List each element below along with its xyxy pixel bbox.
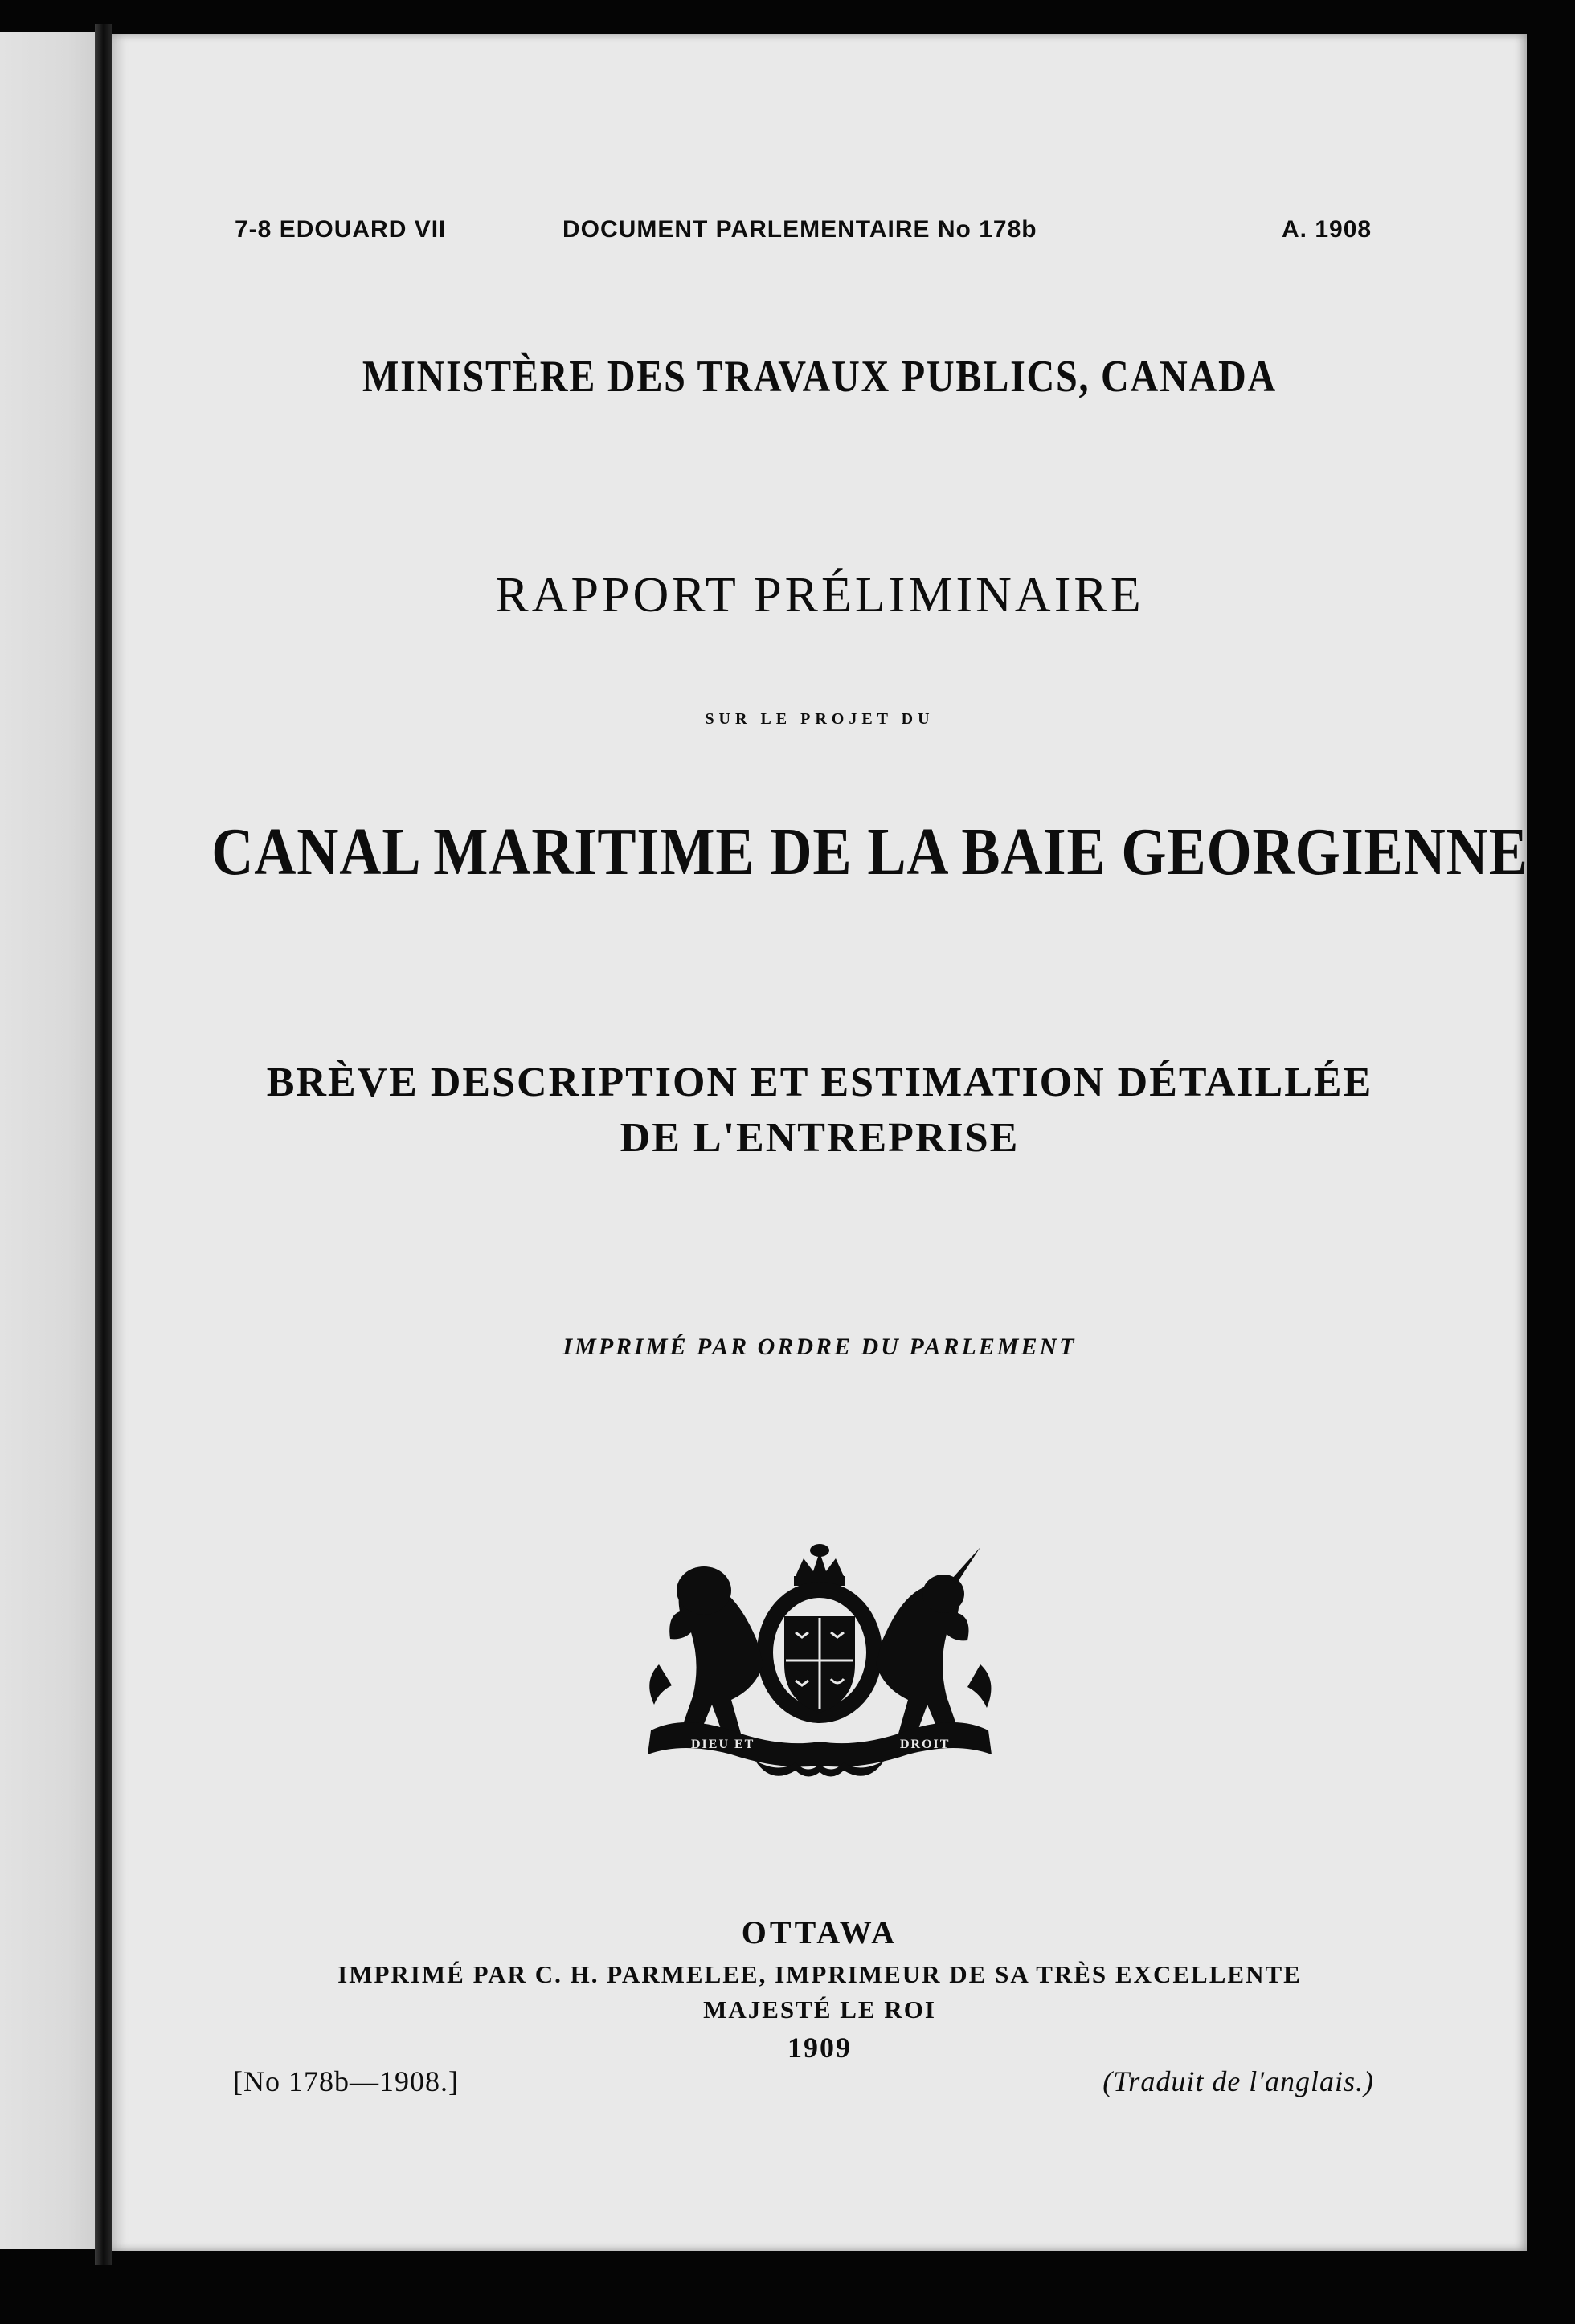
header-document-number: DOCUMENT PARLEMENTAIRE No 178b <box>562 216 1037 243</box>
title-page <box>112 34 1527 2251</box>
crest-motto-left: DIEU ET <box>691 1738 755 1751</box>
crest-motto-right: DROIT <box>900 1738 951 1751</box>
footer-document-number: [No 178b—1908.] <box>233 2065 459 2097</box>
imprint-city: OTTAWA <box>741 1914 898 1950</box>
header-year: A. 1908 <box>1282 216 1372 243</box>
canal-title: CANAL MARITIME DE LA BAIE GEORGIENNE <box>211 815 1528 889</box>
footer-translation-note: (Traduit de l'anglais.) <box>1102 2065 1374 2097</box>
description-line-2: DE L'ENTREPRISE <box>620 1115 1020 1161</box>
imprint-printer-line-2: MAJESTÉ LE ROI <box>703 1995 936 2024</box>
printed-by-order-line: IMPRIMÉ PAR ORDRE DU PARLEMENT <box>562 1334 1077 1360</box>
ministry-heading: MINISTÈRE DES TRAVAUX PUBLICS, CANADA <box>362 352 1278 402</box>
royal-coat-of-arms-icon <box>635 1544 1004 1785</box>
description-line-1: BRÈVE DESCRIPTION ET ESTIMATION DÉTAILLÉE <box>266 1060 1373 1105</box>
subtitle-small: SUR LE PROJET DU <box>705 710 935 728</box>
imprint-year: 1909 <box>788 2032 852 2064</box>
previous-page-edge <box>0 32 96 2249</box>
header-session: 7-8 EDOUARD VII <box>235 216 447 243</box>
report-title: RAPPORT PRÉLIMINAIRE <box>495 568 1144 623</box>
book-gutter <box>95 24 112 2265</box>
imprint-printer-line-1: IMPRIMÉ PAR C. H. PARMELEE, IMPRIMEUR DE SA TRÈS EXCELLENTE <box>338 1960 1302 1988</box>
